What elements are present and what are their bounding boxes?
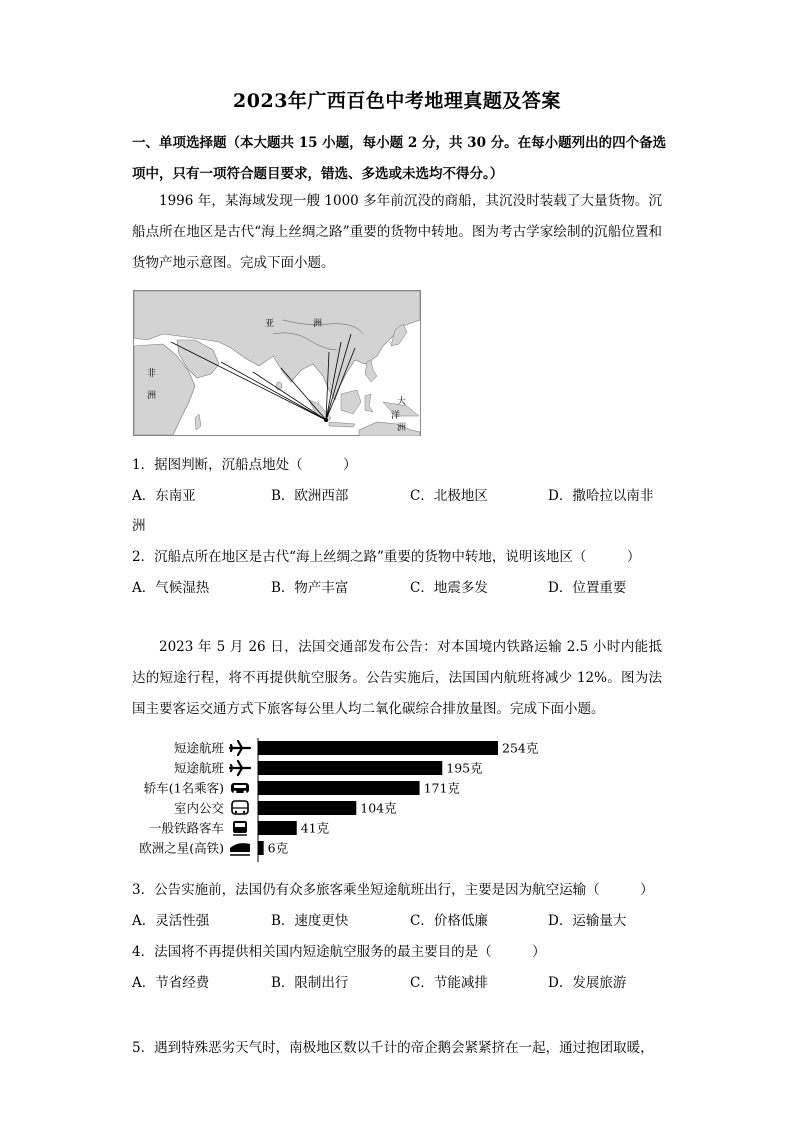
passage-2: 2023 年 5 月 26 日，法国交通部发布公告：对本国境内铁路运输 2.5 小时内能抵达的短途行程，将不再提供航空服务。公告实施后，法国国内航班将减少 12%。图为法国主要客运交通方式下旅客每公里人均二氧化碳综合排放量图。完成下面小题。	[132, 639, 662, 717]
section-heading-line-1: 一、单项选择题（本大题共 15 小题，每小题 2 分，共 30 分。在每小题列出的四个备选	[132, 135, 667, 151]
q2-option-c[interactable]: C．地震多发	[410, 580, 488, 596]
category-label: 短途航班	[173, 760, 224, 776]
map-label-oceania-1: 大	[397, 397, 407, 407]
q4-option-a[interactable]: A．节省经费	[132, 975, 210, 991]
question-3: 3．公告实施前，法国仍有众多旅客乘坐短途航班出行，主要是因为航空运输（ ）	[132, 882, 654, 898]
q4-option-d[interactable]: D．发展旅游	[548, 975, 627, 991]
airplane-icon	[230, 741, 250, 755]
map-label-asia-2: 洲	[313, 319, 323, 329]
train-icon	[233, 821, 247, 835]
q3-option-c[interactable]: C．价格低廉	[410, 913, 488, 929]
bus-icon	[232, 801, 248, 814]
category-label: 室内公交	[173, 800, 224, 816]
value-label: 41克	[300, 820, 330, 836]
q1-option-c[interactable]: C．北极地区	[410, 488, 488, 504]
q3-option-a[interactable]: A．灵活性强	[132, 913, 210, 929]
q1-option-d-wrap: 洲	[132, 518, 146, 534]
question-4: 4．法国将不再提供相关国内短途航空服务的最主要目的是（ ）	[132, 944, 546, 960]
car-icon	[231, 783, 249, 794]
map-label-oceania-2: 洋	[391, 411, 401, 421]
q3-option-d[interactable]: D．运输量大	[548, 913, 627, 929]
q4-option-c[interactable]: C．节能减排	[410, 975, 488, 991]
passage-1: 1996 年，某海域发现一艘 1000 多年前沉没的商船，其沉没时装载了大量货物。沉船点所在地区是古代“海上丝绸之路”重要的货物中转地。图为考古学家绘制的沉船位置和货物产地示意图。完成下面小题。	[132, 193, 662, 271]
shipwreck-point	[324, 418, 328, 422]
chart-bar	[258, 761, 442, 775]
q2-option-b[interactable]: B．物产丰富	[271, 580, 349, 596]
map-label-asia-1: 亚	[265, 319, 275, 329]
map-label-africa-2: 洲	[147, 391, 157, 401]
q1-option-d[interactable]: D．撒哈拉以南非	[548, 488, 654, 504]
q1-option-a[interactable]: A．东南亚	[132, 488, 196, 504]
shipwreck-map	[133, 290, 421, 436]
value-label: 195克	[446, 760, 483, 776]
question-2-options	[132, 576, 672, 596]
q2-option-d[interactable]: D．位置重要	[548, 580, 627, 596]
map-label-oceania-3: 洲	[397, 423, 407, 433]
q4-option-b[interactable]: B．限制出行	[271, 975, 349, 991]
value-label: 6克	[267, 840, 289, 856]
chart-bar	[258, 821, 297, 835]
question-4-options	[132, 971, 672, 991]
value-label: 104克	[360, 800, 397, 816]
map-label-africa-1: 非	[147, 369, 157, 379]
chart-bar	[258, 781, 420, 795]
airplane-icon	[230, 761, 250, 775]
question-1-options	[132, 484, 672, 504]
question-3-options	[132, 909, 672, 929]
category-label: 欧洲之星(高铁)	[139, 840, 224, 856]
chart-bar	[258, 801, 356, 815]
co2-emission-chart	[132, 736, 552, 864]
question-1: 1．据图判断，沉船点地处（ ）	[132, 457, 357, 473]
category-label: 短途航班	[173, 740, 224, 756]
question-2: 2．沉船点所在地区是古代“海上丝绸之路”重要的货物中转地，说明该地区（ ）	[132, 549, 641, 565]
chart-bar	[258, 841, 264, 855]
question-5: 5．遇到特殊恶劣天气时，南极地区数以千计的帝企鹅会紧紧挤在一起，通过抱团取暖，	[132, 1040, 654, 1056]
chart-bar	[258, 741, 498, 755]
category-label: 一般铁路客车	[148, 820, 224, 836]
q2-option-a[interactable]: A．气候湿热	[132, 580, 210, 596]
high-speed-train-icon	[230, 843, 250, 855]
page-title: 2023年广西百色中考地理真题及答案	[233, 90, 561, 112]
section-heading-line-2: 项中，只有一项符合题目要求，错选、多选或未选均不得分。）	[132, 166, 504, 182]
value-label: 254克	[502, 740, 539, 756]
q1-option-b[interactable]: B．欧洲西部	[271, 488, 349, 504]
category-label: 轿车(1名乘客)	[143, 780, 224, 796]
q3-option-b[interactable]: B．速度更快	[271, 913, 349, 929]
value-label: 171克	[423, 780, 460, 796]
